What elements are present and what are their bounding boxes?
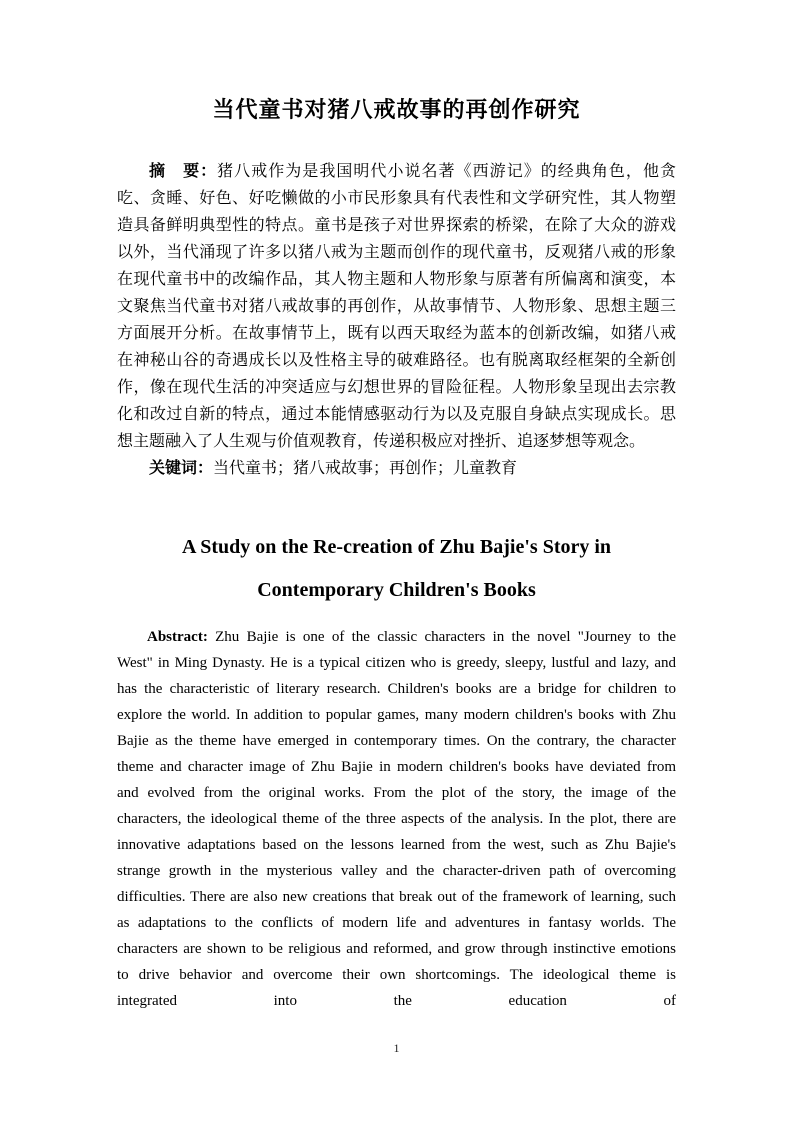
english-title bbox=[117, 526, 676, 612]
chinese-title: 当代童书对猪八戒故事的再创作研究 bbox=[212, 97, 581, 122]
english-title-line-1: A Study on the Re-creation of Zhu Bajie's Story in bbox=[181, 536, 612, 558]
chinese-abstract-label: 摘 要： bbox=[149, 163, 218, 180]
chinese-abstract-paragraph bbox=[117, 158, 676, 455]
chinese-abstract-text: 猪八戒作为是我国明代小说名著《西游记》的经典角色，他贪吃、贪睡、好色、好吃懒做的小市民形象具有代表性和文学研究性，其人物塑造具备鲜明典型性的特点。童书是孩子对世界探索的桥梁，在除了大众的游戏以外，当代涌现了许多以猪八戒为主题而创作的现代童书，反观猪八戒的形象在现代童书中的改编作品，其人物主题和人物形象与原著有所偏离和演变，本文聚焦当代童书对猪八戒故事的再创作，从故事情节、人物形象、思想主题三方面展开分析。在故事情节上，既有以西天取经为蓝本的创新改编，如猪八戒在神秘山谷的奇遇成长以及性格主导的破难路径。也有脱离取经框架的全新创作，像在现代生活的冲突适应与幻想世界的冒险征程。人物形象呈现出去宗教化和改过自新的特点，通过本能情感驱动行为以及克服自身缺点实现成长。思想主题融入了人生观与价值观教育，传递积极应对挫折、追逐梦想等观念。 bbox=[117, 163, 676, 450]
english-abstract-paragraph bbox=[117, 624, 676, 1014]
english-abstract-text: Zhu Bajie is one of the classic characters in the novel "Journey to the West" in Ming Dynasty. He is a typical citizen who is greedy, sleepy, lustful and lazy, and has the characteristic of literary research. Children's books are a bridge for children to explore the world. In addition to popular games, many modern children's books with Zhu Bajie as the theme have emerged in contemporary times. On the contrary, the character theme and character image of Zhu Bajie in modern children's books have deviated from and evolved from the original works. From the plot of the story, the image of the characters, the ideological theme of the three aspects of the analysis. In the plot, there are innovative adaptations based on the lessons learned from the west, such as Zhu Bajie's strange growth in the mysterious valley and the character-driven path of overcoming difficulties. There are also new creations that break out of the framework of learning, such as adaptations to the conflicts of modern life and adventures in fantasy worlds. The characters are shown to be religious and reformed, and grow through instinctive emotions to drive behavior and overcome their own shortcomings. The ideological theme is integrated into the education of bbox=[117, 629, 677, 1009]
english-title-line-2: Contemporary Children's Books bbox=[257, 579, 536, 601]
chinese-keywords-line bbox=[117, 455, 676, 482]
chinese-keywords-label: 关键词： bbox=[149, 460, 214, 477]
page-number: 1 bbox=[393, 1041, 400, 1055]
chinese-keywords-text: 当代童书；猪八戒故事；再创作；儿童教育 bbox=[213, 460, 518, 477]
english-abstract-label: Abstract: bbox=[147, 629, 208, 645]
